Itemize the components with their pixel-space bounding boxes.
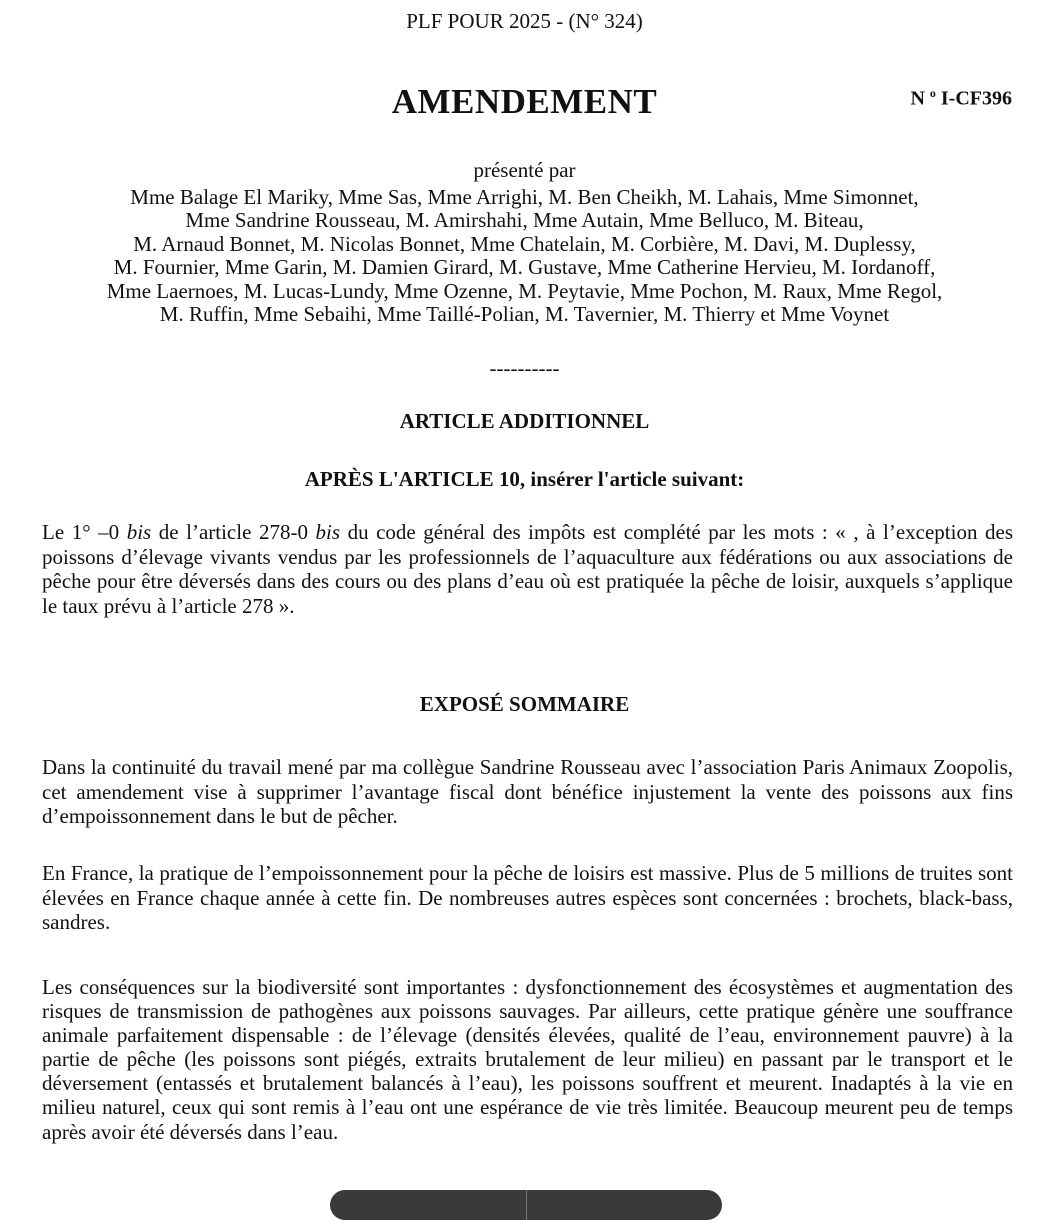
number-sup: o [929,86,936,100]
amendment-number [910,86,1012,111]
toolbar-section-right[interactable] [526,1190,723,1220]
authors-line: M. Fournier, Mme Garin, M. Damien Girard, M. Gustave, Mme Catherine Hervieu, M. Iordanoff, [113,255,936,280]
authors-line: Mme Balage El Mariky, Mme Sas, Mme Arrighi, M. Ben Cheikh, M. Lahais, Mme Simonnet, [130,185,919,209]
authors-list [0,186,1049,326]
separator: ---------- [489,356,560,380]
toolbar-section-left[interactable] [330,1190,526,1220]
viewer-toolbar[interactable] [330,1190,722,1220]
text: de l’article 278-0 [151,520,316,544]
presented-by: présenté par [473,158,576,182]
text: du code général des impôts est complété par les mots : « , à l’exception des poissons d’élevage vivants vendus par les professionnels de l’aquaculture aux fédérations ou aux associations de pêche pour être déversés dans des cours ou des plans d’eau où est pratiquée la pêche de loisir, auxquels s’applique le taux prévu à l’article 278 ». [42,520,1013,618]
document-title: AMENDEMENT [391,82,658,121]
number-prefix: N [910,87,925,110]
authors-line: M. Arnaud Bonnet, M. Nicolas Bonnet, Mme Chatelain, M. Corbière, M. Davi, M. Duplessy, [133,231,916,256]
authors-line: M. Ruffin, Mme Sebaihi, Mme Taillé-Polian, M. Tavernier, M. Thierry et Mme Voynet [159,302,890,327]
article-instruction: APRÈS L'ARTICLE 10, insérer l'article suivant: [304,467,745,491]
article-body [42,520,1013,618]
italic-text: bis [315,520,341,544]
authors-line: Mme Laernoes, M. Lucas-Lundy, Mme Ozenne, M. Peytavie, Mme Pochon, M. Raux, Mme Regol, [106,278,943,303]
expose-title: EXPOSÉ SOMMAIRE [419,692,630,716]
expose-paragraph: Dans la continuité du travail mené par ma collègue Sandrine Rousseau avec l’association Paris Animaux Zoopolis, cet amendement vise à supprimer l’avantage fiscal dont bénéfice injustement la vente des poissons aux fins d’empoissonnement dans le but de pêcher. [42,755,1013,828]
text: Le 1° –0 [42,520,127,544]
expose-paragraph: Les conséquences sur la biodiversité sont importantes : dysfonctionnement des écosystèmes et augmentation des risques de transmission de pathogènes aux poissons sauvages. Par ailleurs, cette pratique génère une souffrance animale parfaitement dispensable : de l’élevage (densités élevées, qualité de l’eau, environnement pauvre) à la partie de pêche (les poissons sont piégés, extraits brutalement de leur milieu) en passant par le transport et le déversement (entassés et brutalement balancés à l’eau), les poissons souffrent et meurent. Inadaptés à la vie en milieu naturel, ceux qui sont remis à l’eau ont une espérance de vie très limitée. Beaucoup meurent peu de temps après avoir été déversés dans l’eau. [42,975,1013,1144]
article-title: ARTICLE ADDITIONNEL [399,409,650,433]
document-header: PLF POUR 2025 - (N° 324) [406,9,643,33]
expose-paragraph: En France, la pratique de l’empoissonnement pour la pêche de loisirs est massive. Plus de 5 millions de truites sont élevées en France chaque année à cette fin. De nombreuses autres espèces sont concernées : brochets, black-bass, sandres. [42,861,1013,934]
italic-text: bis [126,520,152,544]
authors-line: Mme Sandrine Rousseau, M. Amirshahi, Mme Autain, Mme Belluco, M. Biteau, [185,208,864,233]
number-id: I-CF396 [940,87,1012,110]
